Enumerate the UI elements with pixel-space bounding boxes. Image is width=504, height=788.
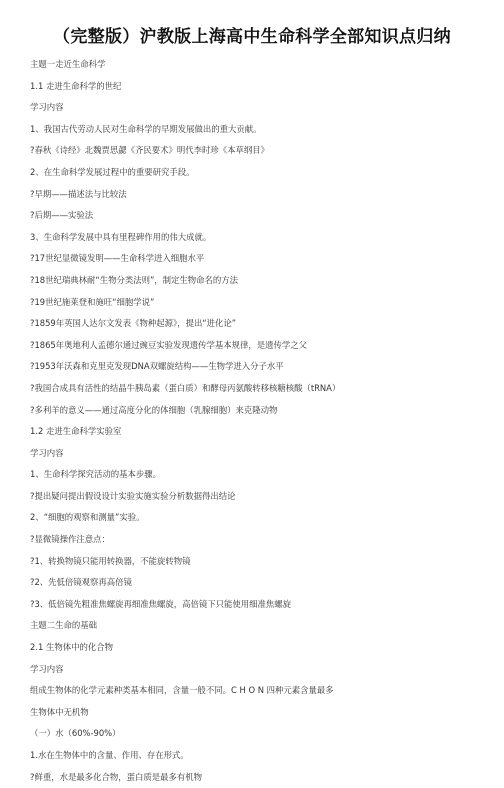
text-line: ?显微镜操作注意点： [30,534,110,545]
text-line: 学习内容 [30,663,64,674]
document-title: （完整版）沪教版上海高中生命科学全部知识点归纳 [53,27,451,47]
text-line: 3、生命科学发展中具有里程碑作用的伟大成就。 [30,231,212,242]
text-line: 2、在生命科学发展过程中的重要研究手段。 [30,166,195,177]
text-line: 学习内容 [30,447,64,458]
text-line: ?我国合成具有活性的结晶牛胰岛素（蛋白质）和酵母丙氨酸转移核糖核酸（tRNA） [30,382,341,393]
text-line: ?1859年英国人达尔文发表《物种起源》，提出“进化论” [30,318,237,329]
text-line: 1.2 走进生命科学实验室 [30,426,122,437]
text-line: ?提出疑问提出假设设计实验实施实验分析数据得出结论 [30,490,236,501]
text-line: ?17世纪显微镜发明——生命科学进入细胞水平 [30,253,205,264]
text-line: 主题二生命的基础 [30,620,97,631]
text-line: ?早期——描述法与比较法 [30,188,127,199]
text-line: 学习内容 [30,102,64,113]
text-line: 2.1 生物体中的化合物 [30,642,113,653]
text-line: ?3、低倍镜先粗准焦螺旋再细准焦螺旋，高倍镜下只能使用细准焦螺旋 [30,598,292,609]
text-line: （一）水（60%-90%） [30,728,121,739]
text-line: ?后期——实验法 [30,210,94,221]
text-line: 主题一走近生命科学 [30,59,106,69]
text-line: ?2、先低倍镜观察再高倍镜 [30,577,132,588]
text-line: ?1953年沃森和克里克发现DNA双螺旋结构——生物学进入分子水平 [30,361,284,372]
text-line: 1.水在生物体中的含量、作用、存在形式。 [30,750,189,760]
text-line: 2、“细胞的观察和测量”实验。 [30,512,145,523]
text-line: 1、生命科学探究活动的基本步骤。 [30,469,161,480]
text-line: ?1865年奥地利人孟德尔通过豌豆实验发现遗传学基本规律，是遗传学之父 [30,339,308,350]
text-line: ?鲜重，水是最多化合物，蛋白质是最多有机物 [30,771,202,782]
text-line: ?19世纪施莱登和施旺“细胞学说” [30,296,155,307]
text-line: 1.1 走进生命科学的世纪 [30,80,122,91]
text-line: ?多利羊的意义——通过高度分化的体细胞（乳腺细胞）来克隆动物 [30,404,278,415]
text-line: ?18世纪瑞典林耐“生物分类法则”，制定生物命名的方法 [30,274,239,285]
text-line: ?春秋《诗经》北魏贾思勰《齐民要术》明代李时珍《本草纲目》 [30,145,269,156]
text-line: ?1、转换物镜只能用转换器，不能旋转物镜 [30,555,191,566]
text-line: 生物体中无机物 [30,706,89,717]
text-line: 1、我国古代劳动人民对生命科学的早期发展做出的重大贡献。 [30,123,262,134]
text-line: 组成生物体的化学元素种类基本相同，含量一般不同。C H O N 四种元素含量最多 [30,685,334,696]
document-body [30,54,490,788]
